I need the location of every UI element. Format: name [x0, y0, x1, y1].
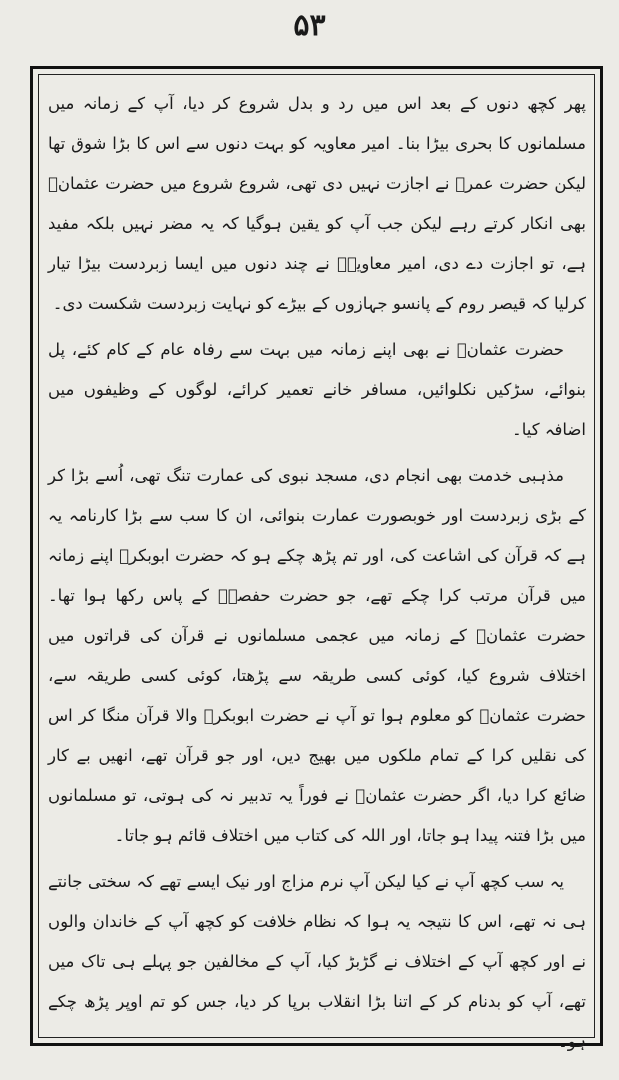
paragraph-4: یہ سب کچھ آپ نے کیا لیکن آپ نرم مزاج اور نیک ایسے تھے کہ سختی جانتے ہی نہ تھے، اس کا نتیجہ یہ ہوا کہ نظام خلافت کو کچھ آپ کے خاندان والوں نے اور کچھ آپ کے اختلاف نے گڑبڑ کیا، آپ کے مخالفین جو پہلے ہی تاک میں تھے، آپ کو بدنام کر کے اتنا بڑا انقلاب برپا کر دیا، جس کو تم اوپر پڑھ چکے ہو۔ [48, 872, 586, 1051]
paragraph-2: حضرت عثمانؓ نے بھی اپنے زمانہ میں بہت سے رفاہ عام کے کام کئے، پل بنوائے، سڑکیں نکلوائیں، مسافر خانے تعمیر کرائے، لوگوں کے وظیفوں میں اضافہ کیا۔ [48, 340, 586, 439]
paragraph-3: مذہبی خدمت بھی انجام دی، مسجد نبوی کی عمارت تنگ تھی، اُسے بڑا کر کے بڑی زبردست اور خوبصورت عمارت بنوائی، ان کا سب سے بڑا کارنامہ یہ ہے کہ قرآن کی اشاعت کی، اور تم پڑھ چکے ہو کہ حضرت ابوبکرؓ اپنے زمانہ میں قرآن مرتب کرا چکے تھے، جو حضرت حفصہؓ کے پاس رکھا ہوا تھا۔ حضرت عثمانؓ کے زمانہ میں عجمی مسلمانوں نے قرآن کی قراتوں میں اختلاف شروع کیا، کوئی کسی طریقہ سے پڑھتا، کوئی کسی طریقہ سے، حضرت عثمانؓ کو معلوم ہوا تو آپ نے حضرت ابوبکرؓ والا قرآن منگا کر اس کی نقلیں کرا کے تمام ملکوں میں بھیج دیں، اور جو قرآن تھے، انھیں بے کار ضائع کرا دیا، اگر حضرت عثمانؓ نے فوراً یہ تدبیر نہ کی ہوتی، تو مسلمانوں میں بڑا فتنہ پیدا ہو جاتا، اور اللہ کی کتاب میں اختلاف قائم ہو جاتا۔ [48, 466, 586, 845]
body-text [48, 84, 586, 1051]
paragraph-1: پھر کچھ دنوں کے بعد اس میں رد و بدل شروع کر دیا، آپ کے زمانہ میں مسلمانوں کا بحری بیڑا بنا۔ امیر معاویہ کو بہت دنوں سے اس کا بڑا شوق تھا لیکن حضرت عمرؓ نے اجازت نہیں دی تھی، شروع شروع میں حضرت عثمانؓ بھی انکار کرتے رہے لیکن جب آپ کو یقین ہوگیا کہ یہ مضر نہیں بلکہ مفید ہے، تو اجازت دے دی، امیر معاویہؓ نے چند دنوں میں ایسا زبردست بیڑا تیار کرلیا کہ قیصر روم کے پانسو جہازوں کے بیڑے کو نہایت زبردست شکست دی۔ [48, 94, 586, 313]
page-number: ۵۳ [293, 8, 326, 43]
